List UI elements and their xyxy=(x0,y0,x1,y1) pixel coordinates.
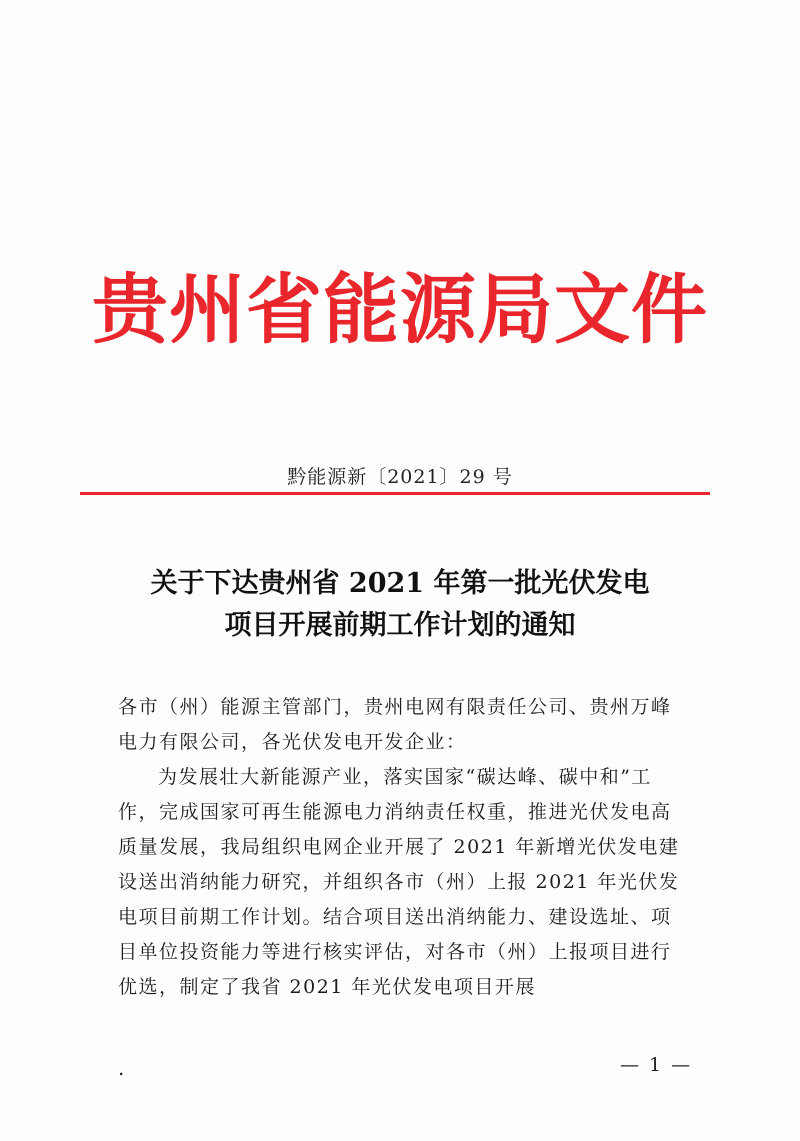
masthead-title: 贵州省能源局文件 xyxy=(92,265,708,354)
title-line-2: 项目开展前期工作计划的通知 xyxy=(224,610,576,641)
document-number: 黔能源新〔2021〕29 号 xyxy=(287,466,513,488)
page-number: — 1 — xyxy=(620,1054,693,1076)
footer-mark: . xyxy=(118,1056,125,1080)
red-separator-line xyxy=(80,492,710,495)
document-title xyxy=(0,563,800,647)
document-body xyxy=(118,690,688,1005)
title-line-1: 关于下达贵州省 2021 年第一批光伏发电 xyxy=(150,568,650,599)
salutation: 各市（州）能源主管部门，贵州电网有限责任公司、贵州万峰电力有限公司，各光伏发电开发企业： xyxy=(118,696,672,753)
body-paragraph: 为发展壮大新能源产业，落实国家“碳达峰、碳中和”工作，完成国家可再生能源电力消纳责任权重，推进光伏发电高质量发展，我局组织电网企业开展了 2021 年新增光伏发电建设送出消纳能力研究，并组织各市（州）上报 2021 年光伏发电项目前期工作计划。结合项目送出消纳能力、建设选址、项目单位投资能力等进行核实评估，对各市（州）上报项目进行优选，制定了我省 2021 年光伏发电项目开展 xyxy=(118,766,680,998)
